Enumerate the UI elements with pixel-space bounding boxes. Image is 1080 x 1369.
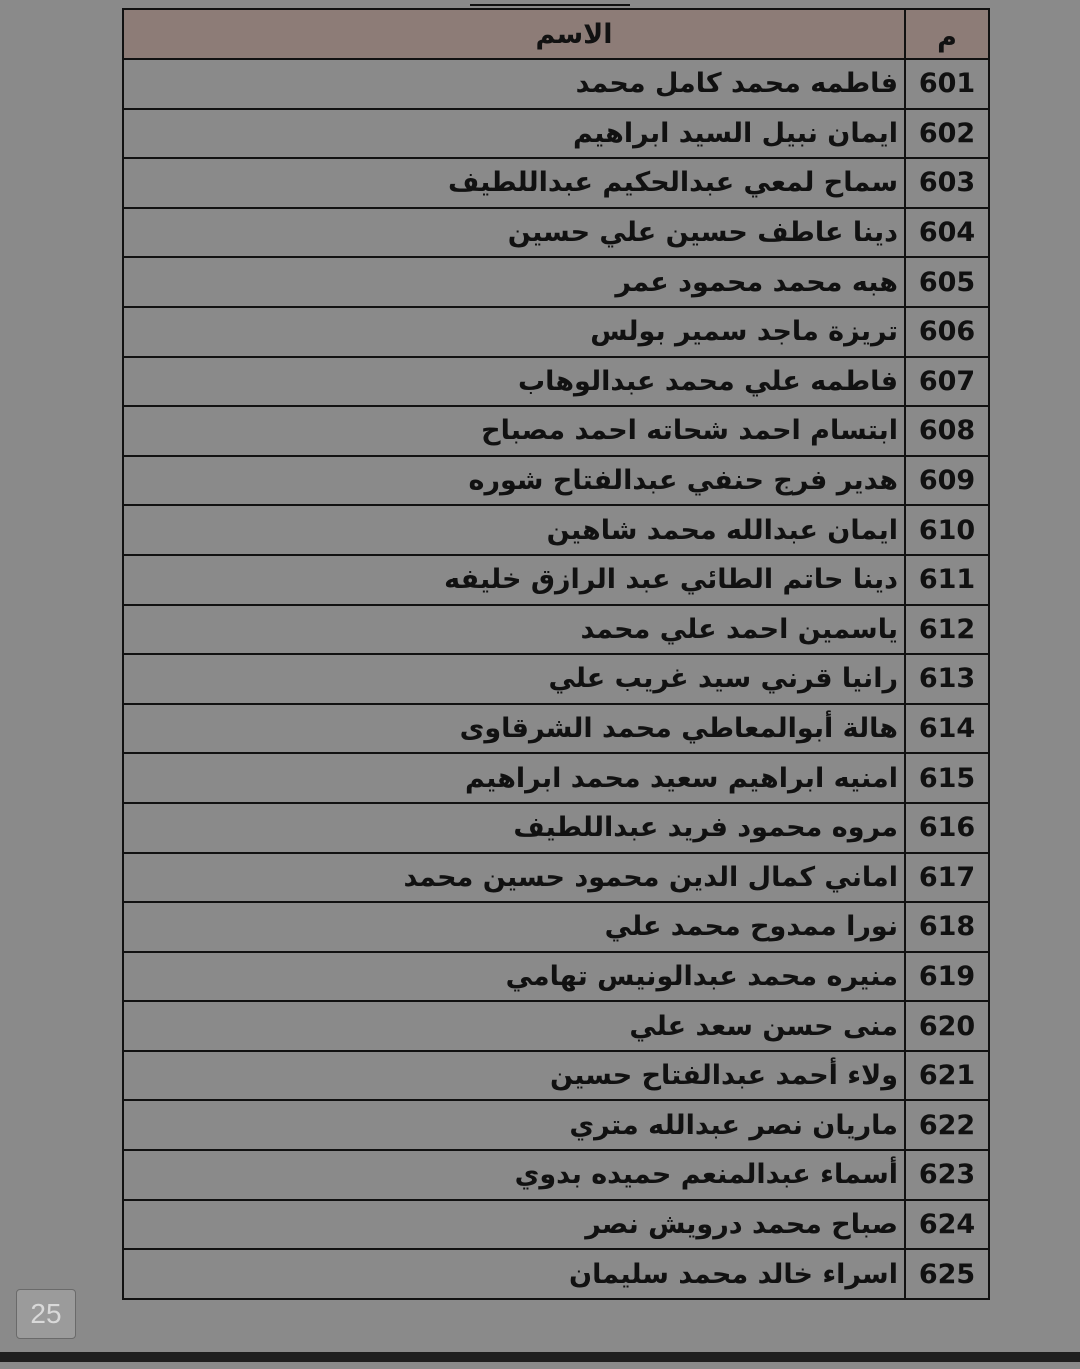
table-row [123, 357, 989, 407]
table-row [123, 654, 989, 704]
row-name: مروه محمود فريد عبداللطيف [123, 803, 905, 853]
row-name: صباح محمد درويش نصر [123, 1200, 905, 1250]
table-row [123, 505, 989, 555]
row-name: رانيا قرني سيد غريب علي [123, 654, 905, 704]
table-row [123, 803, 989, 853]
row-name: ايمان عبدالله محمد شاهين [123, 505, 905, 555]
table-row [123, 158, 989, 208]
row-number: 618 [905, 902, 989, 952]
row-number: 623 [905, 1150, 989, 1200]
row-name: فاطمه محمد كامل محمد [123, 59, 905, 109]
table-row [123, 208, 989, 258]
row-name: امنيه ابراهيم سعيد محمد ابراهيم [123, 753, 905, 803]
names-table [122, 8, 990, 1300]
row-number: 604 [905, 208, 989, 258]
row-name: هدير فرج حنفي عبدالفتاح شوره [123, 456, 905, 506]
table-row [123, 902, 989, 952]
row-name: هبه محمد محمود عمر [123, 257, 905, 307]
table-row [123, 704, 989, 754]
row-name: فاطمه علي محمد عبدالوهاب [123, 357, 905, 407]
table-row [123, 952, 989, 1002]
row-name: سماح لمعي عبدالحكيم عبداللطيف [123, 158, 905, 208]
row-number: 610 [905, 505, 989, 555]
row-number: 602 [905, 109, 989, 159]
row-name: ياسمين احمد علي محمد [123, 605, 905, 655]
table-row [123, 555, 989, 605]
row-name: تريزة ماجد سمير بولس [123, 307, 905, 357]
table-row [123, 456, 989, 506]
row-number: 624 [905, 1200, 989, 1250]
header-name: الاسم [123, 9, 905, 59]
row-number: 601 [905, 59, 989, 109]
table-row [123, 1150, 989, 1200]
row-number: 608 [905, 406, 989, 456]
table-row [123, 406, 989, 456]
table-row [123, 59, 989, 109]
row-name: دينا حاتم الطائي عبد الرازق خليفه [123, 555, 905, 605]
row-number: 622 [905, 1100, 989, 1150]
row-number: 621 [905, 1051, 989, 1101]
names-table-container [122, 8, 988, 1300]
page-bottom-edge [0, 1352, 1080, 1362]
row-name: اسراء خالد محمد سليمان [123, 1249, 905, 1299]
table-row [123, 1200, 989, 1250]
table-row [123, 1100, 989, 1150]
table-row [123, 257, 989, 307]
header-number: م [905, 9, 989, 59]
row-name: اماني كمال الدين محمود حسين محمد [123, 853, 905, 903]
row-name: ماريان نصر عبدالله متري [123, 1100, 905, 1150]
row-number: 617 [905, 853, 989, 903]
table-row [123, 1051, 989, 1101]
table-row [123, 1001, 989, 1051]
row-name: ولاء أحمد عبدالفتاح حسين [123, 1051, 905, 1101]
row-number: 625 [905, 1249, 989, 1299]
row-name: ابتسام احمد شحاته احمد مصباح [123, 406, 905, 456]
page-number-badge[interactable]: 25 [16, 1289, 76, 1339]
row-name: دينا عاطف حسين علي حسين [123, 208, 905, 258]
table-row [123, 753, 989, 803]
table-row [123, 109, 989, 159]
table-row [123, 853, 989, 903]
row-number: 609 [905, 456, 989, 506]
row-number: 612 [905, 605, 989, 655]
row-number: 620 [905, 1001, 989, 1051]
table-header-row [123, 9, 989, 59]
row-number: 607 [905, 357, 989, 407]
row-number: 613 [905, 654, 989, 704]
row-number: 614 [905, 704, 989, 754]
table-body [123, 59, 989, 1299]
row-name: هالة أبوالمعاطي محمد الشرقاوى [123, 704, 905, 754]
row-number: 619 [905, 952, 989, 1002]
row-name: منى حسن سعد علي [123, 1001, 905, 1051]
table-row [123, 1249, 989, 1299]
cropped-title-edge [470, 0, 630, 6]
row-number: 606 [905, 307, 989, 357]
table-row [123, 307, 989, 357]
row-name: نورا ممدوح محمد علي [123, 902, 905, 952]
row-number: 611 [905, 555, 989, 605]
row-name: منيره محمد عبدالونيس تهامي [123, 952, 905, 1002]
row-number: 616 [905, 803, 989, 853]
row-number: 615 [905, 753, 989, 803]
row-number: 603 [905, 158, 989, 208]
row-name: أسماء عبدالمنعم حميده بدوي [123, 1150, 905, 1200]
row-number: 605 [905, 257, 989, 307]
table-row [123, 605, 989, 655]
row-name: ايمان نبيل السيد ابراهيم [123, 109, 905, 159]
